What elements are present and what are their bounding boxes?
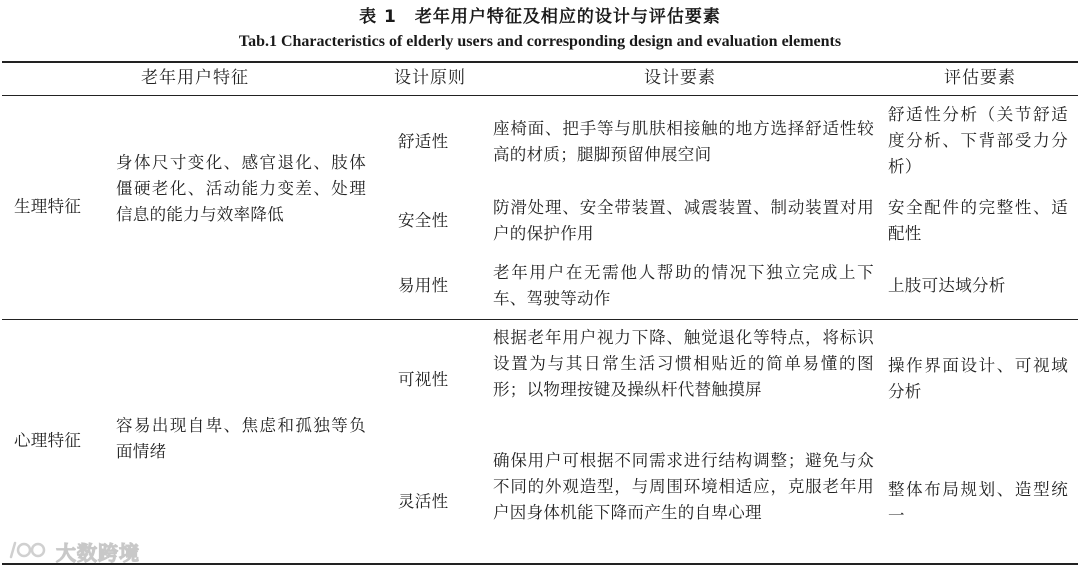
header-evaluation-elements: 评估要素 — [944, 68, 1016, 88]
design-flexibility: 确保用户可根据不同需求进行结构调整；避免与众不同的外观造型，与周围环境相适应，克服老年用户因身体机能下降而产生的自卑心理 — [493, 451, 874, 522]
principle-safety: 安全性 — [398, 211, 449, 230]
design-usability: 老年用户在无需他人帮助的情况下独立完成上下车、驾驶等动作 — [493, 263, 874, 308]
design-safety: 防滑处理、安全带装置、减震装置、制动装置对用户的保护作用 — [493, 198, 874, 243]
logo-icon — [8, 537, 50, 565]
header-design-elements: 设计要素 — [644, 68, 716, 88]
characteristic-psychological: 容易出现自卑、焦虑和孤独等负面情绪 — [116, 416, 366, 461]
principle-visibility: 可视性 — [398, 370, 449, 389]
principle-usability: 易用性 — [398, 276, 449, 295]
table-bottom-rule — [2, 563, 1078, 565]
table-header-rule — [2, 95, 1078, 96]
table-group-divider — [2, 319, 1078, 320]
principle-flexibility: 灵活性 — [398, 492, 449, 511]
table-top-rule — [2, 61, 1078, 63]
evaluation-usability: 上肢可达域分析 — [888, 276, 1006, 295]
category-psychological: 心理特征 — [14, 431, 82, 450]
characteristic-physiological: 身体尺寸变化、感官退化、肢体僵硬老化、活动能力变差、处理信息的能力与效率降低 — [116, 153, 366, 224]
design-visibility: 根据老年用户视力下降、触觉退化等特点，将标识设置为与其日常生活习惯相贴近的简单易懂的图形；以物理按键及操纵杆代替触摸屏 — [493, 328, 874, 399]
header-characteristics: 老年用户特征 — [141, 68, 249, 88]
evaluation-flexibility: 整体布局规划、造型统一 — [888, 480, 1068, 525]
evaluation-visibility: 操作界面设计、可视域分析 — [888, 356, 1068, 401]
header-principle: 设计原则 — [394, 68, 466, 88]
evaluation-comfort: 舒适性分析（关节舒适度分析、下背部受力分析） — [888, 105, 1068, 176]
table-caption-en: Tab.1 Characteristics of elderly users and corresponding design and evaluation elements — [238, 33, 842, 50]
watermark — [8, 536, 140, 566]
watermark-text: 大数跨境 — [56, 540, 140, 565]
evaluation-safety: 安全配件的完整性、适配性 — [888, 198, 1068, 243]
category-physiological: 生理特征 — [14, 197, 82, 216]
principle-comfort: 舒适性 — [398, 132, 449, 151]
design-comfort: 座椅面、把手等与肌肤相接触的地方选择舒适性较高的材质；腿脚预留伸展空间 — [493, 119, 874, 164]
table-caption-cn: 表 1 老年用户特征及相应的设计与评估要素 — [359, 7, 721, 27]
